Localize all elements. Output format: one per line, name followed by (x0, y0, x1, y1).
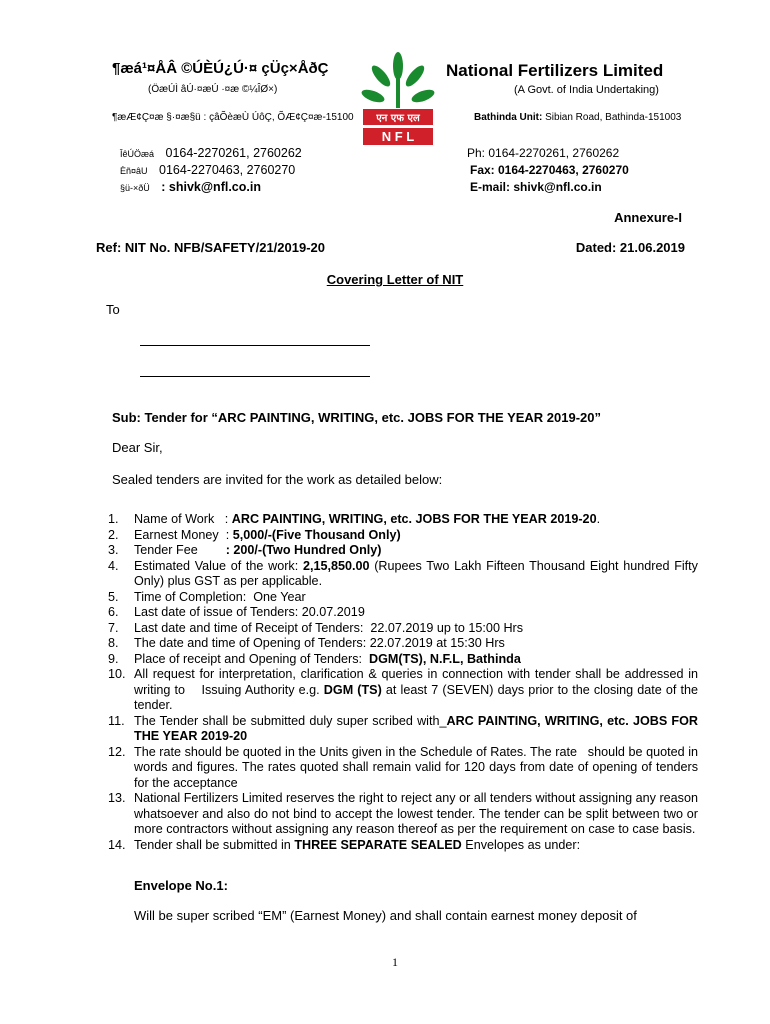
list-item-number: 10. (108, 667, 126, 681)
address-line-1 (140, 345, 370, 346)
list-item-text: Estimated Value of the work: (134, 558, 303, 573)
list-item (108, 636, 698, 652)
list-item-text: National Fertilizers Limited reserves the right to reject any or all tenders without assigning any reason whatsoever and also do not bind to accept the lowest tender. The tender can be split between two or more contractors without assigning any reason thereof as per the requirement on case to case basis. (134, 791, 702, 836)
list-item-text: Earnest Money : (134, 527, 233, 542)
list-item (108, 590, 698, 606)
unit-value: Sibian Road, Bathinda-151003 (545, 112, 682, 123)
list-item-text: Name of Work : (134, 512, 232, 526)
list-item-text: Last date and time of Receipt of Tenders: 22.07.2019 up to 15:00 Hrs (134, 620, 524, 635)
hindi-company-subtitle: (ÖæÚÌ âÚ·¤æÚ ·¤æ ©¼ÎØ×) (148, 84, 278, 95)
logo-nfl-text: N F L (381, 129, 415, 144)
list-item-number: 7. (108, 620, 119, 635)
subject-line: Sub: Tender for “ARC PAINTING, WRITING, etc. JOBS FOR THE YEAR 2019-20” (112, 410, 602, 425)
page-number: 1 (392, 955, 398, 969)
list-item-number: 14. (108, 837, 126, 852)
hindi-email-value: : shivk@nfl.co.in (161, 180, 261, 194)
list-item-text: : 200/-(Two Hundred Only) (225, 543, 382, 557)
list-item (108, 744, 702, 792)
tender-details-list (108, 512, 702, 853)
phone: Ph: 0164-2270261, 2760262 (467, 146, 620, 160)
list-item-number: 8. (108, 636, 119, 650)
hindi-unit-address: ¶æÆ¢Ç¤æ §·¤æ§ü : çâÕèæÙ ÚôÇ, ÕÆ¢Ç¤æ-15100 (112, 112, 354, 123)
nfl-logo (357, 50, 439, 154)
list-item-text: ARC PAINTING, WRITING, etc. JOBS FOR THE YEAR 2019-20 (231, 512, 597, 526)
salutation: Dear Sir, (112, 440, 163, 455)
list-item (108, 791, 702, 838)
email: E-mail: shivk@nfl.co.in (470, 180, 602, 194)
hindi-phone-value: 0164-2270261, 2760262 (165, 146, 302, 160)
hindi-phone-label: ÎêÚÖæá (120, 149, 155, 159)
company-subtitle: (A Govt. of India Undertaking) (514, 84, 659, 96)
list-item-text: DGM(TS), N.F.L, Bathinda (369, 651, 521, 666)
list-item-text: 2,15,850.00 (302, 558, 370, 573)
hindi-email-label: §ü-×ðÜ (120, 183, 150, 193)
list-item-number: 5. (108, 589, 119, 604)
list-item-text: ARC PAINTING, WRITING, etc. JOBS FOR THE YEAR 2019-20 (134, 713, 702, 743)
list-item-text: The date and time of Opening of Tenders: 22.07.2019 at 15:30 Hrs (134, 636, 505, 650)
list-item-text: The Tender shall be submitted duly super scribed with_ (134, 713, 447, 728)
list-item-number: 4. (108, 558, 119, 573)
list-item-text: at least 7 (SEVEN) days prior to the closing date of the tender. (134, 682, 702, 712)
list-item-number: 13. (108, 791, 126, 805)
list-item-number: 2. (108, 527, 119, 542)
list-item-text: THREE SEPARATE SEALED (294, 837, 462, 852)
to-label: To (106, 302, 120, 317)
list-item-text: Place of receipt and Opening of Tenders: (134, 651, 370, 666)
annexure-label: Annexure-I (614, 210, 682, 225)
list-item-number: 9. (108, 651, 119, 666)
list-item (108, 512, 698, 528)
list-item-number: 12. (108, 744, 126, 759)
unit-label: Bathinda Unit: (474, 112, 543, 123)
list-item-text: Envelopes as under: (461, 837, 581, 852)
list-item-text: . (596, 512, 601, 526)
list-item-text: Last date of issue of Tenders: 20.07.2019 (134, 605, 365, 619)
list-item (108, 543, 698, 559)
list-item-text: Time of Completion: One Year (134, 589, 306, 604)
list-item-number: 1. (108, 512, 119, 526)
list-item (108, 528, 698, 544)
list-item (108, 713, 702, 745)
fax: Fax: 0164-2270463, 2760270 (470, 163, 629, 177)
hindi-email (120, 180, 261, 194)
reference-number: Ref: NIT No. NFB/SAFETY/21/2019-20 (96, 240, 325, 255)
logo-hindi-text: एन एफ एल (376, 113, 420, 124)
list-item-text: Tender shall be submitted in (134, 837, 295, 852)
covering-letter-title: Covering Letter of NIT (326, 272, 464, 287)
hindi-fax-label: Èñ¤âU (120, 166, 148, 176)
list-item (108, 605, 698, 621)
list-item (108, 838, 698, 854)
list-item-text: The rate should be quoted in the Units given in the Schedule of Rates. The rate should be quoted in words and figures. The rates quoted shall remain valid for 120 days from date of opening of tenders for the acceptance (134, 744, 702, 790)
list-item-number: 3. (108, 543, 119, 557)
list-item-text: DGM (TS) (323, 682, 382, 697)
hindi-phone (120, 146, 302, 160)
envelope-heading: Envelope No.1: (134, 878, 228, 893)
list-item-text: All request for interpretation, clarification & queries in connection with tender shall be addressed in writing to Issuing Authority e.g. (134, 667, 702, 697)
list-item-text: Tender Fee (134, 543, 226, 557)
list-item-number: 11. (108, 713, 125, 728)
list-item-number: 6. (108, 605, 119, 619)
list-item (108, 652, 698, 668)
list-item (108, 621, 698, 637)
hindi-company-title: ¶æá¹¤ÅÂ ©ÚÈÚ¿Ú·¤ çÜç×ÅðÇ (112, 60, 329, 77)
address-line-2 (140, 376, 370, 377)
company-title: National Fertilizers Limited (446, 61, 664, 80)
envelope-text: Will be super scribed “EM” (Earnest Money) and shall contain earnest money deposit of (134, 908, 637, 923)
unit-address (474, 112, 681, 123)
intro-text: Sealed tenders are invited for the work as detailed below: (112, 472, 443, 487)
hindi-fax (120, 163, 295, 177)
list-item-text: (Rupees Two Lakh Fifteen Thousand Eight hundred Fifty Only) plus GST as per applicable. (134, 558, 702, 588)
hindi-fax-value: 0164-2270463, 2760270 (159, 163, 296, 177)
date: Dated: 21.06.2019 (575, 240, 685, 255)
list-item (108, 667, 702, 714)
list-item-text: 5,000/-(Five Thousand Only) (232, 527, 401, 542)
list-item (108, 558, 702, 590)
